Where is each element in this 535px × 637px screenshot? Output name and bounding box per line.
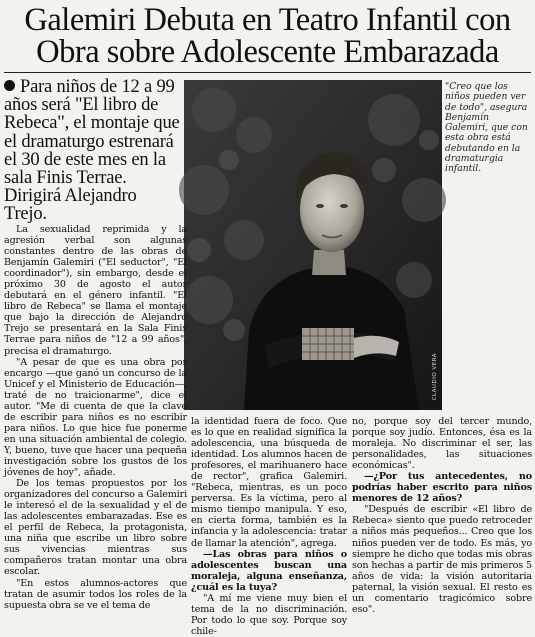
article-paragraph: La sexualidad reprimida y la agresión verbal son algunas constantes dentro de las obras de Benjamín Galemiri ("El seductor", "El coordinador"), sin embargo, desde el próximo 30 de agosto el autor debutará en el género infantil. "El libro de Rebeca" se llama el montaje que bajo la dirección de Alejandro Trejo se presentará en la Sala Finis Terrae para niños de "12 a 99 años", precisa el dramaturgo.	[4, 224, 187, 357]
article-column-1	[4, 224, 187, 611]
photo-credit: CLAUDIO VERA	[432, 352, 438, 400]
portrait-image	[184, 80, 442, 410]
lead-text: Para niños de 12 a 99 años será "El libro de Rebeca", el montaje que el dramaturgo estrenará el 30 de este mes en la sala Finis Terrae. Dirigirá Alejandro Trejo.	[4, 77, 180, 225]
article-paragraph: "A pesar de que es una obra por encargo —que ganó un concurso de la Unicef y el Ministerio de Educación—, traté de no traicionarme", dice el autor. "Me di cuenta de que la clave de escribir para niños es no escribir para niños. Lo que hice fue ponerme en una situación ambiental de colegio. Y, bueno, tuve que hacer una pequeña investigación sobre los gustos de los jóvenes de hoy", añade.	[4, 356, 187, 479]
article-paragraph: "En estos alumnos-actores que tratan de asumir todos los roles de la supuesta obra se ve el tema de	[4, 577, 187, 611]
headline-rule	[4, 72, 531, 73]
article-column-3	[352, 416, 532, 615]
interview-question: —¿Por tus antecedentes, no podrías haber escrito para niños menores de 12 años?	[352, 471, 532, 505]
article-column-2	[191, 416, 347, 637]
article-paragraph: "Después de escribir «El libro de Rebeca» siento que puedo retroceder a niños más pequeños... Creo que los niños pueden ver de todo. Es más, yo siempre he dicho que todas mis obras son hechas a partir de mis primeros 5 años de vida: la visión autoritaria paternal, la visión sexual. El resto es un comentario tragicómico sobre eso".	[352, 504, 532, 615]
article-paragraph: no, porque soy del tercer mundo, porque soy judío. Entonces, ésa es la moraleja. No discriminar el ser, las personalidades, las situaciones económicas".	[352, 416, 532, 472]
interview-question: —Las obras para niños o adolescentes buscan una moraleja, alguna enseñanza, ¿cuál es la tuya?	[191, 548, 347, 593]
headline: Galemiri Debuta en Teatro Infantil con Obra sobre Adolescente Embarazada	[24, 2, 511, 70]
lead-paragraph	[4, 78, 180, 224]
bullet-icon	[4, 80, 15, 91]
article-paragraph: la identidad fuera de foco. Que es lo que en realidad significa la adolescencia, una búsqueda de identidad. Los alumnos hacen de profesores, el marihuanero hace de rector", grafica Galemiri. "Rebeca, mientras, es un poco perversa. Es la víctima, pero al mismo tiempo manipula. Y eso, en cierta forma, también es la infancia y la adolescencia: tratar de llamar la atención", agrega.	[191, 416, 347, 549]
article-paragraph: "A mí me viene muy bien el tema de la no discriminación. Por todo lo que soy. Porque soy chile-	[191, 592, 347, 637]
article-paragraph: De los temas propuestos por los organizadores del concurso a Galemiri le interesó el de la sexualidad y el de las adolescentes embarazadas. Ese es el perfil de Rebeca, la protagonista, una niña que escribe un libro sobre sus vivencias mientras sus compañeros tratan montar una obra escolar.	[4, 478, 187, 578]
photo	[184, 80, 442, 410]
photo-caption: "Creo que los niños pueden ver de todo", asegura Benjamín Galemiri, que con esta obra está debutando en la dramaturgia infantil.	[445, 81, 528, 175]
